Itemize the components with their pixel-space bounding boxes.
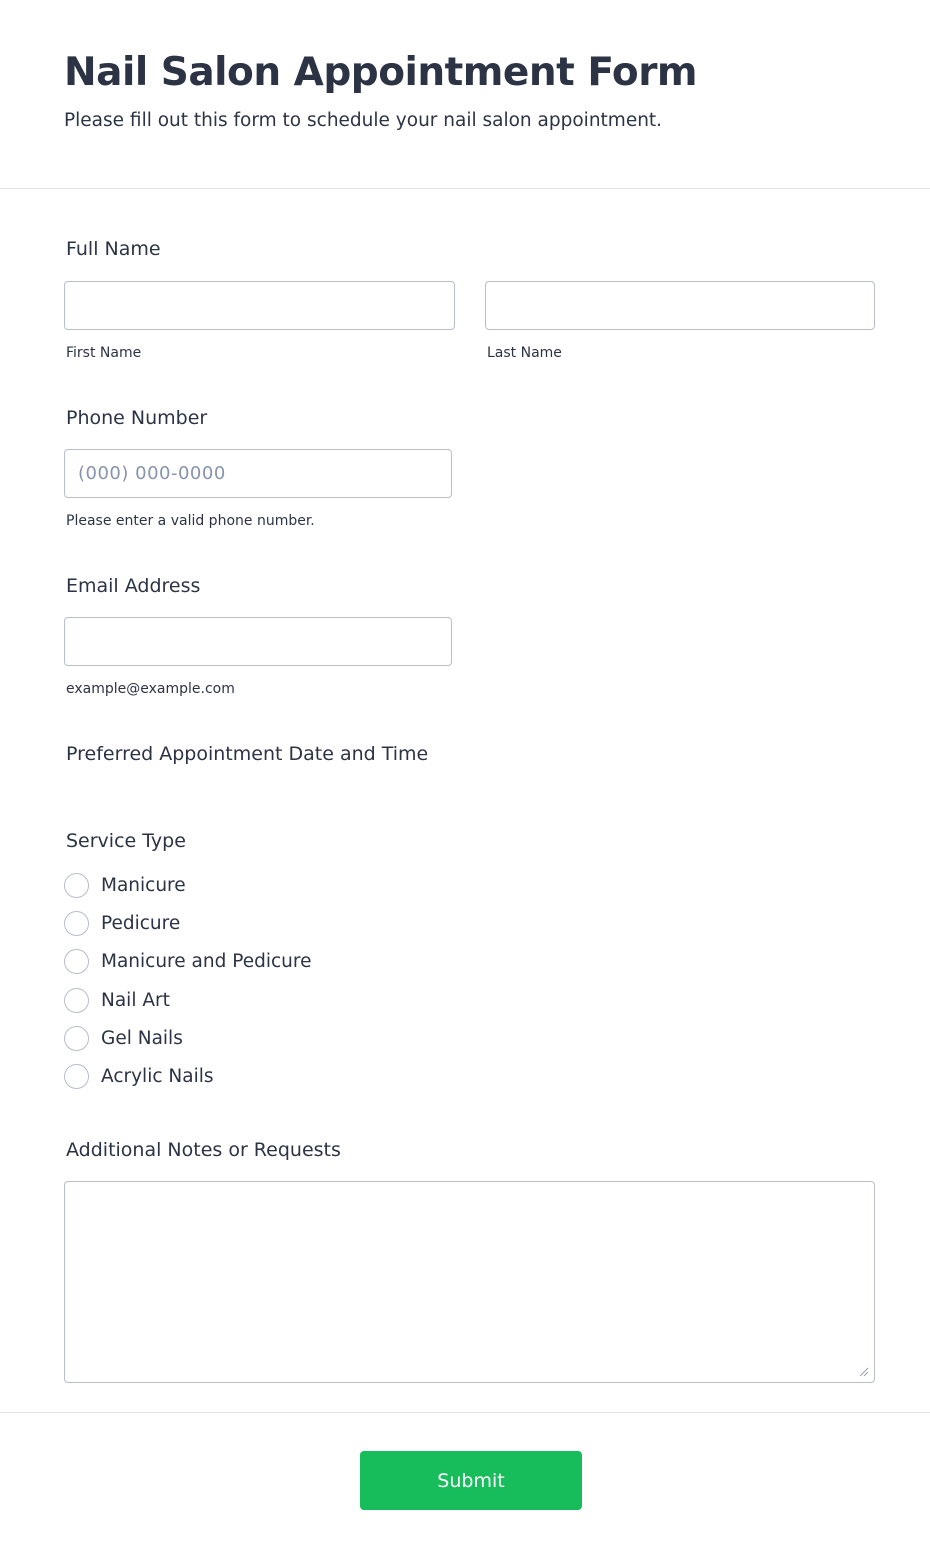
first-name-sublabel: First Name	[66, 345, 142, 361]
radio-button[interactable]	[64, 949, 89, 974]
radio-label: Pedicure	[101, 912, 181, 934]
resize-grip-icon[interactable]	[858, 1366, 869, 1377]
radio-label: Manicure and Pedicure	[101, 950, 312, 972]
service-type-label: Service Type	[66, 830, 186, 852]
first-name-input[interactable]	[64, 281, 455, 330]
radio-label: Manicure	[101, 874, 186, 896]
email-address-sublabel: example@example.com	[66, 681, 235, 697]
full-name-label: Full Name	[66, 238, 161, 260]
radio-button[interactable]	[64, 873, 89, 898]
form-subtitle: Please fill out this form to schedule your nail salon appointment.	[64, 110, 663, 131]
radio-label: Gel Nails	[101, 1027, 183, 1049]
radio-option-acrylic-nails[interactable]	[64, 1063, 213, 1089]
additional-notes-textarea[interactable]	[64, 1181, 875, 1383]
radio-button[interactable]	[64, 911, 89, 936]
radio-label: Nail Art	[101, 989, 170, 1011]
appointment-datetime-label: Preferred Appointment Date and Time	[66, 743, 429, 765]
radio-option-manicure-and-pedicure[interactable]	[64, 948, 311, 974]
radio-button[interactable]	[64, 1064, 89, 1089]
phone-number-label: Phone Number	[66, 407, 208, 429]
radio-label: Acrylic Nails	[101, 1065, 214, 1087]
last-name-input[interactable]	[485, 281, 875, 330]
last-name-sublabel: Last Name	[487, 345, 562, 361]
submit-button[interactable]: Submit	[360, 1451, 582, 1510]
footer-divider	[0, 1412, 930, 1413]
phone-number-sublabel: Please enter a valid phone number.	[66, 513, 315, 529]
additional-notes-label: Additional Notes or Requests	[66, 1139, 341, 1161]
email-address-label: Email Address	[66, 575, 201, 597]
radio-option-manicure[interactable]	[64, 872, 186, 898]
phone-number-input[interactable]	[64, 449, 452, 498]
form-header	[0, 0, 930, 189]
radio-option-nail-art[interactable]	[64, 987, 170, 1013]
radio-button[interactable]	[64, 988, 89, 1013]
radio-button[interactable]	[64, 1026, 89, 1051]
radio-option-pedicure[interactable]	[64, 910, 180, 936]
radio-option-gel-nails[interactable]	[64, 1025, 183, 1051]
form-title: Nail Salon Appointment Form	[64, 50, 698, 95]
email-address-input[interactable]	[64, 617, 452, 666]
